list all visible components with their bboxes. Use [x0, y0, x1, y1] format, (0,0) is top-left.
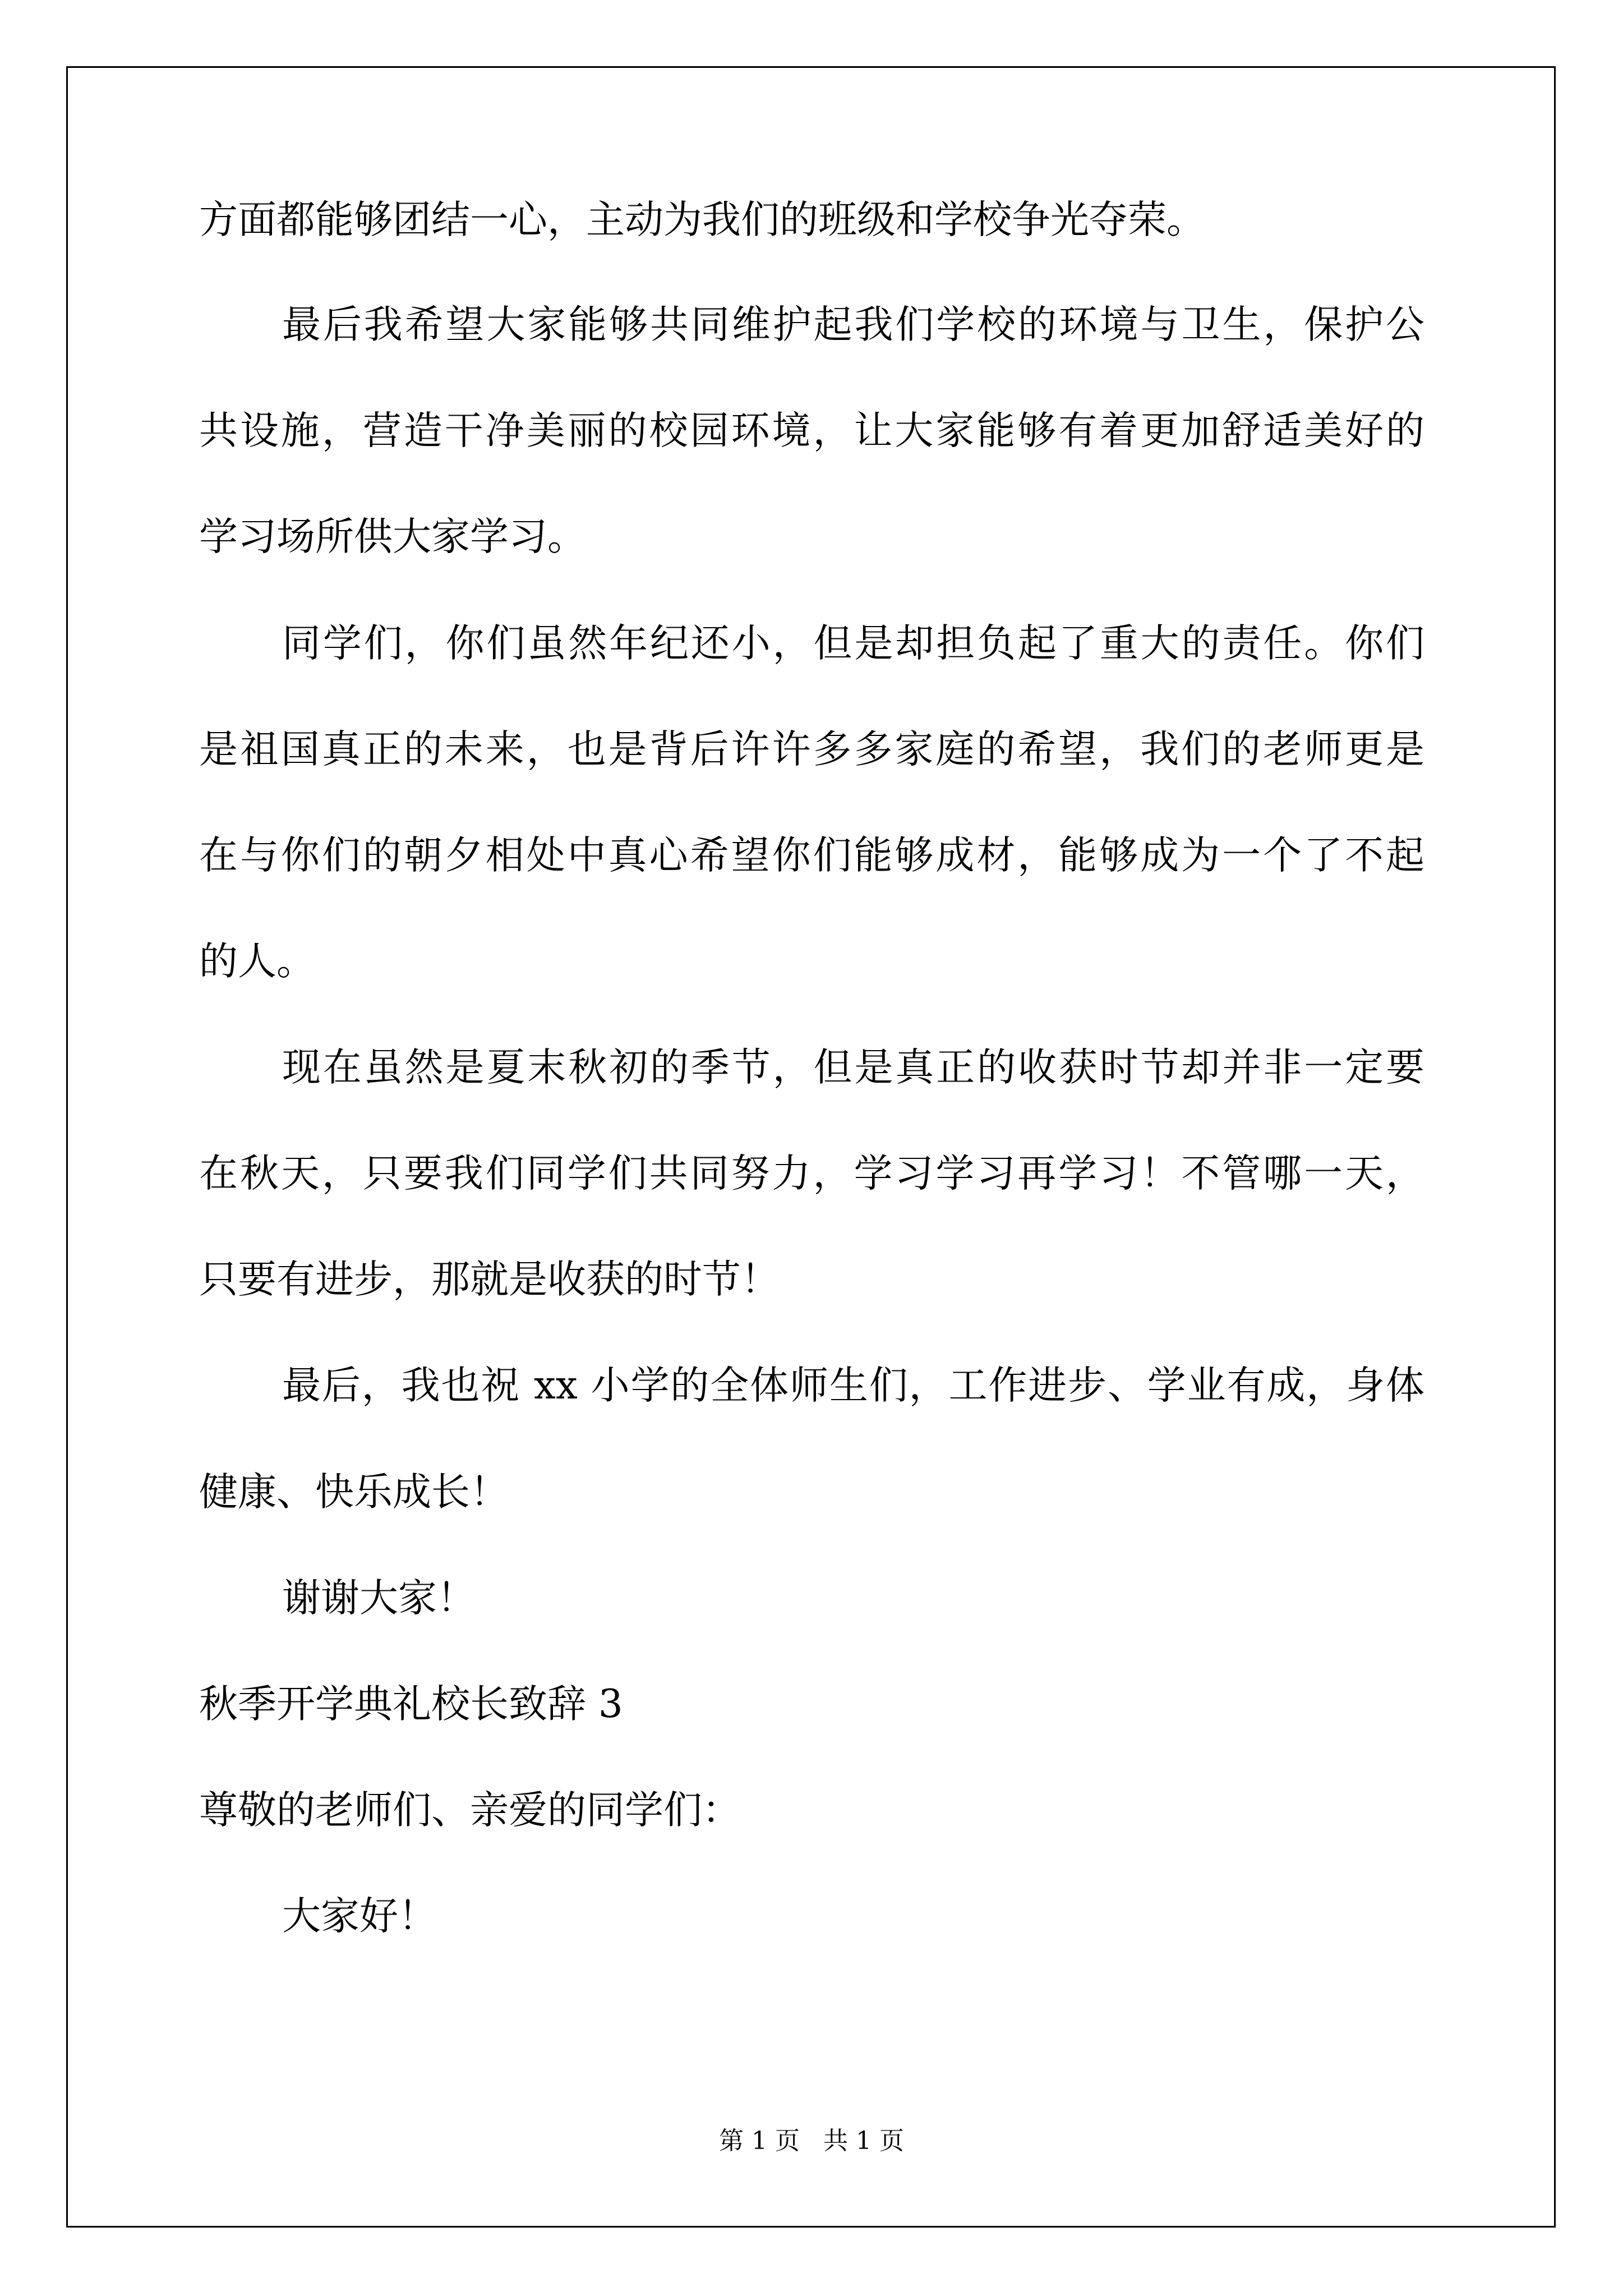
page-footer: 第 1 页 共 1 页: [719, 2127, 904, 2155]
paragraph-line: 学习场所供大家学习。: [199, 514, 586, 559]
paragraph-line: 在秋天，只要我们同学们共同努力，学习学习再学习！不管哪一天，: [199, 1151, 1424, 1196]
paragraph-line: 现在虽然是夏末秋初的季节，但是真正的收获时节却并非一定要: [282, 1045, 1424, 1090]
paragraph-line: 同学们，你们虽然年纪还小，但是却担负起了重大的责任。你们: [282, 621, 1424, 666]
greeting: 大家好！: [282, 1894, 437, 1939]
paragraph-line: 是祖国真正的未来，也是背后许许多多家庭的希望，我们的老师更是: [199, 727, 1424, 772]
paragraph-line: 共设施，营造干净美丽的校园环境，让大家能够有着更加舒适美好的: [199, 408, 1424, 453]
paragraph-line: 在与你们的朝夕相处中真心希望你们能够成材，能够成为一个了不起: [199, 833, 1424, 878]
paragraph-line: 的人。: [199, 939, 315, 984]
paragraph-line: 最后我希望大家能够共同维护起我们学校的环境与卫生，保护公: [282, 302, 1424, 347]
paragraph-line: 谢谢大家！: [282, 1576, 476, 1621]
section-title: 秋季开学典礼校长致辞 3: [199, 1682, 623, 1727]
paragraph-line: 最后，我也祝 xx 小学的全体师生们，工作进步、学业有成，身体: [282, 1363, 1424, 1408]
paragraph-line: 方面都能够团结一心，主动为我们的班级和学校争光夺荣。: [199, 197, 1205, 242]
salutation: 尊敬的老师们、亲爱的同学们：: [199, 1788, 741, 1833]
paragraph-line: 健康、快乐成长！: [199, 1470, 509, 1515]
paragraph-line: 只要有进步，那就是收获的时节！: [199, 1257, 780, 1302]
